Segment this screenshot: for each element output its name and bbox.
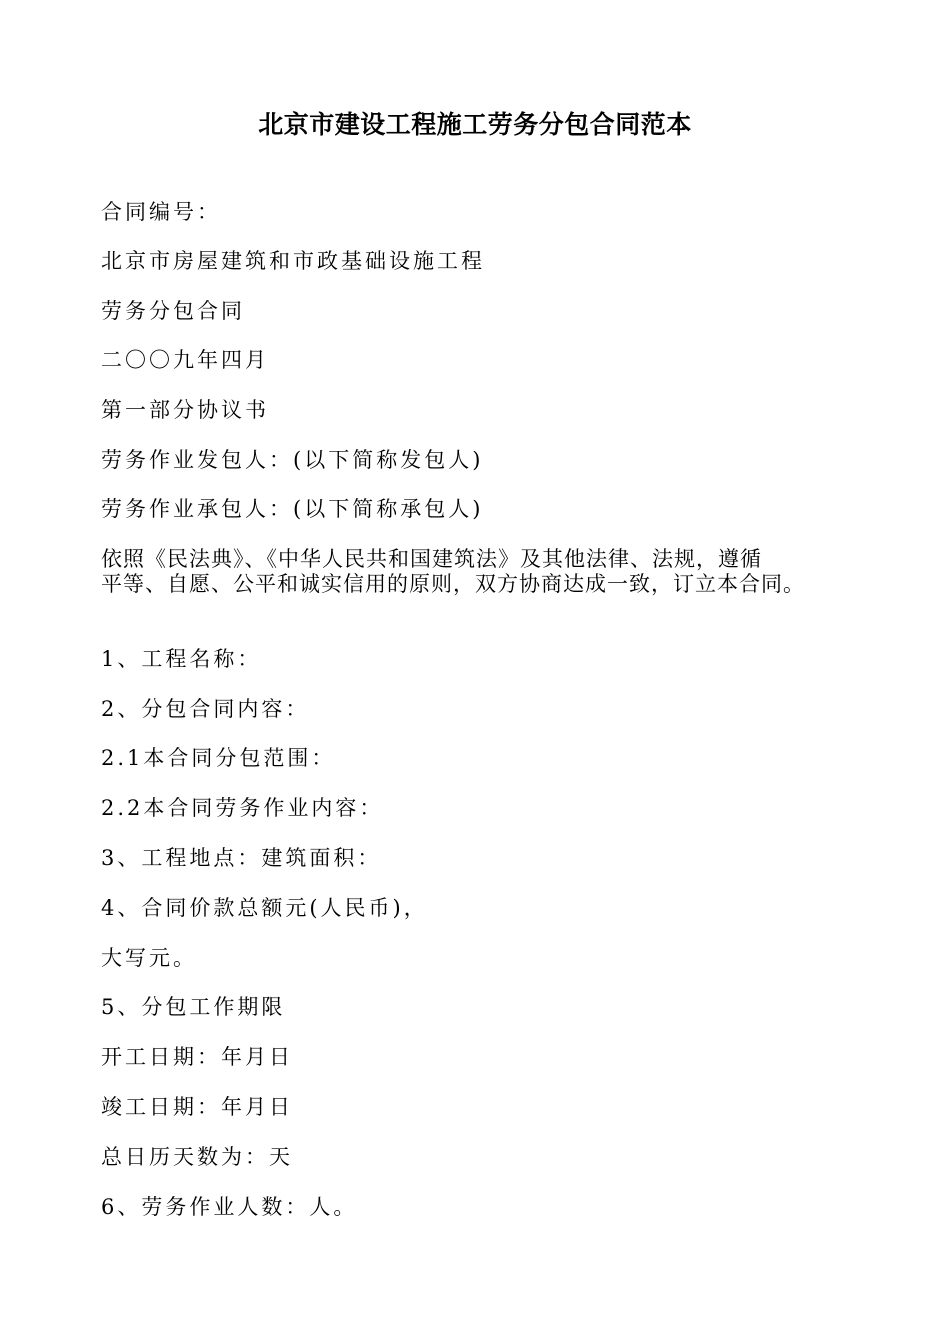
- clause-item: 4、合同价款总额元(人民币)，: [101, 896, 428, 920]
- clause-item: 开工日期：年月日: [101, 1045, 293, 1069]
- clause-item: 大写元。: [101, 946, 197, 970]
- project-type-line: 北京市房屋建筑和市政基础设施工程: [101, 249, 485, 273]
- clause-item: 2.1本合同分包范围：: [101, 746, 336, 770]
- section-heading: 第一部分协议书: [101, 398, 269, 422]
- preamble-line: 平等、自愿、公平和诚实信用的原则，双方协商达成一致，订立本合同。: [101, 572, 805, 596]
- preamble-line: 依照《民法典》、《中华人民共和国建筑法》及其他法律、法规，遵循: [101, 547, 762, 571]
- clause-item: 2、分包合同内容：: [101, 697, 310, 721]
- contract-type-line: 劳务分包合同: [101, 299, 245, 323]
- clause-item: 6、劳务作业人数：人。: [101, 1195, 358, 1219]
- contract-number-line: 合同编号：: [101, 200, 221, 224]
- clause-item: 1、工程名称：: [101, 647, 262, 671]
- date-line: 二〇〇九年四月: [101, 348, 269, 372]
- document-title: 北京市建设工程施工劳务分包合同范本: [258, 110, 692, 139]
- clause-item: 2.2本合同劳务作业内容：: [101, 796, 384, 820]
- employer-line: 劳务作业发包人：(以下简称发包人): [101, 448, 484, 472]
- clause-item: 竣工日期：年月日: [101, 1095, 293, 1119]
- clause-item: 总日历天数为：天: [101, 1145, 293, 1169]
- preamble-paragraph: [101, 547, 861, 597]
- clause-item: 3、工程地点：建筑面积：: [101, 846, 382, 870]
- contractor-line: 劳务作业承包人：(以下简称承包人): [101, 497, 484, 521]
- clause-item: 5、分包工作期限: [101, 995, 286, 1019]
